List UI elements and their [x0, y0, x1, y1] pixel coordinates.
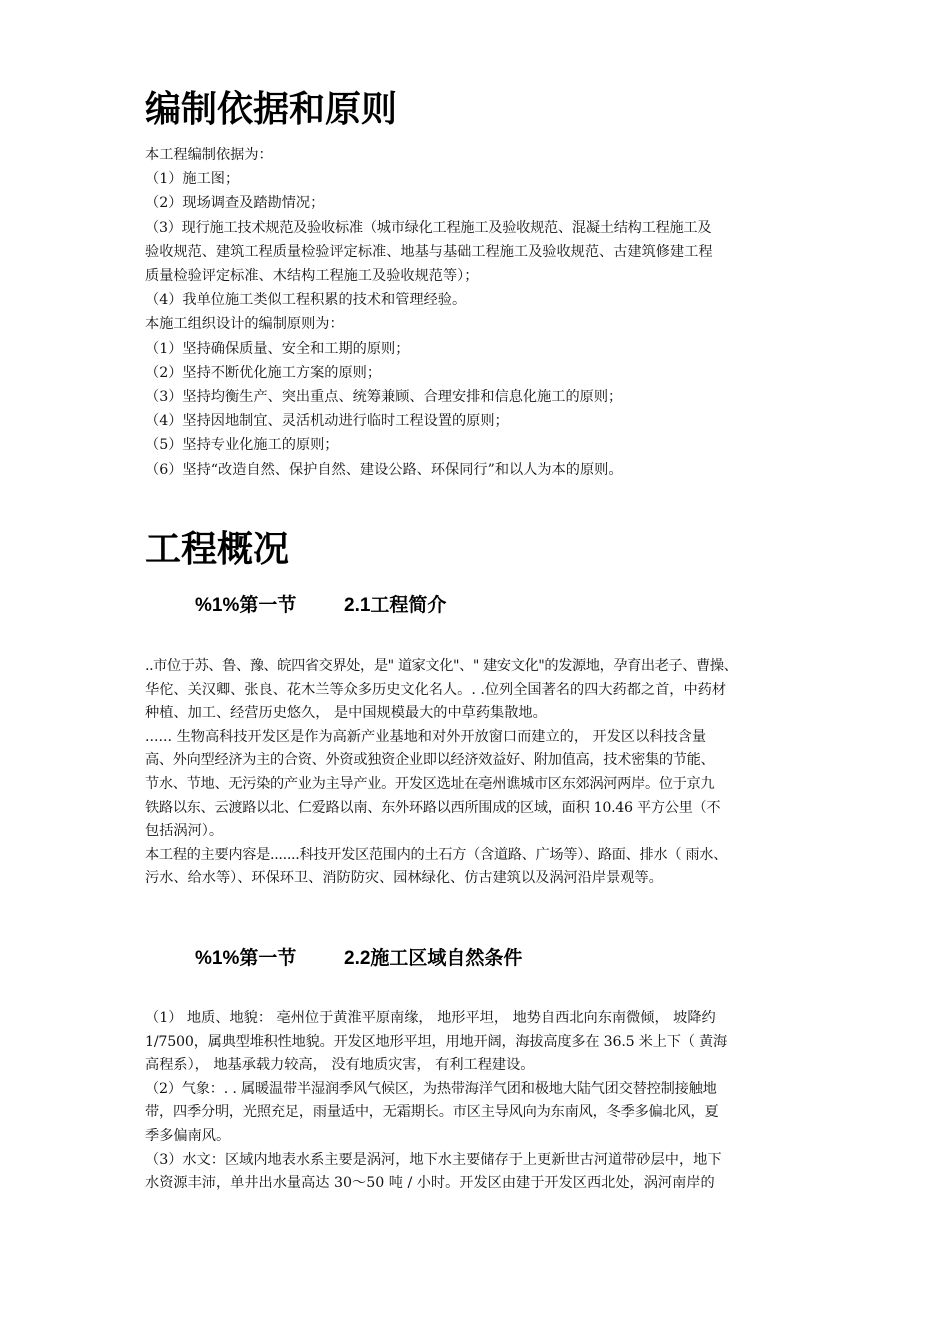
heading-project-overview: 工程概况: [145, 529, 290, 570]
section-compilation-basis-body: [145, 143, 811, 482]
section-title: 2.2施工区域自然条件: [344, 948, 523, 969]
list-item: （3）水文：区域内地表水系主要是涡河，地下水主要储存于上更新世古河道带砂层中，地下: [145, 1151, 722, 1168]
section-project-intro-body: [145, 655, 811, 891]
list-item: （1）坚持确保质量、安全和工期的原则；: [145, 340, 410, 357]
section-number: %1%第一节: [195, 595, 297, 616]
section-title: 2.1工程简介: [344, 595, 447, 616]
list-item: （1） 地质、地貌： 亳州位于黄淮平原南缘， 地形平坦， 地势自西北向东南微倾， 坡降约: [145, 1010, 716, 1026]
paragraph-line: 节水、节地、无污染的产业为主导产业。开发区选址在亳州谯城市区东郊涡河两岸。位于京九: [145, 775, 715, 792]
paragraph-line: 质量检验评定标准、木结构工程施工及验收规范等）；: [145, 268, 479, 285]
paragraph-line: ...... 生物高科技开发区是作为高新产业基地和对外开放窗口而建立的， 开发区以科技含量: [145, 728, 707, 745]
paragraph-line: 1/7500，属典型堆积性地貌。开发区地形平坦，用地开阔，海拔高度多在 36.5 米上下（ 黄海: [145, 1033, 727, 1050]
list-item: （2）气象：. . 属暖温带半湿润季风气候区，为热带海洋气团和极地大陆气团交替控制接触地: [145, 1080, 717, 1097]
paragraph-line: ..市位于苏、鲁、豫、皖四省交界处，是" 道家文化"、" 建安文化"的发源地，孕育出老子、曹操、: [145, 658, 738, 674]
paragraph-line: 季多偏南风。: [145, 1127, 231, 1144]
list-item: （5）坚持专业化施工的原则；: [145, 437, 339, 454]
subheading-project-intro: [195, 594, 446, 618]
list-item: （2）坚持不断优化施工方案的原则；: [145, 364, 382, 381]
list-item: （4）坚持因地制宜、灵活机动进行临时工程设置的原则；: [145, 413, 509, 430]
paragraph-line: 包括涡河）。: [145, 823, 224, 840]
section-number: %1%第一节: [195, 948, 297, 969]
list-item: （2）现场调查及踏勘情况；: [145, 195, 325, 212]
list-item: （3）坚持均衡生产、突出重点、统筹兼顾、合理安排和信息化施工的原则；: [145, 389, 623, 406]
heading-compilation-basis: 编制依据和原则: [145, 89, 398, 130]
paragraph-line: 高程系）， 地基承载力较高， 没有地质灾害， 有利工程建设。: [145, 1057, 535, 1074]
paragraph-line: 带，四季分明，光照充足，雨量适中，无霜期长。市区主导风向为东南风，冬季多偏北风，夏: [145, 1104, 719, 1121]
paragraph-line: 验收规范、建筑工程质量检验评定标准、地基与基础工程施工及验收规范、古建筑修建工程: [145, 243, 713, 260]
paragraph-line: 高、外向型经济为主的合资、外资或独资企业即以经济效益好、附加值高，技术密集的节能、: [145, 752, 715, 769]
paragraph-line: 污水、给水等）、环保环卫、消防防灾、园林绿化、仿古建筑以及涡河沿岸景观等。: [145, 870, 663, 887]
list-item: （3）现行施工技术规范及验收标准（城市绿化工程施工及验收规范、混凝土结构工程施工及: [145, 219, 712, 236]
list-item: （1）施工图；: [145, 171, 240, 188]
paragraph-line: 华佗、关汉卿、张良、花木兰等众多历史文化名人。. .位列全国著名的四大药都之首，中药材: [145, 681, 727, 698]
paragraph-line: 水资源丰沛，单井出水量高达 30～50 吨 / 小时。开发区由建于开发区西北处，涡河南岸的: [145, 1175, 715, 1192]
paragraph-line: 本工程编制依据为：: [145, 147, 273, 163]
paragraph-line: 本工程的主要内容是.......科技开发区范围内的土石方（含道路、广场等）、路面、排水（ 雨水、: [145, 846, 728, 863]
paragraph-line: 铁路以东、云渡路以北、仁爱路以南、东外环路以西所围成的区域，面积 10.46 平方公里（不: [145, 799, 721, 816]
paragraph-line: 本施工组织设计的编制原则为：: [145, 316, 344, 333]
subheading-natural-conditions: [195, 947, 522, 971]
paragraph-line: 种植、加工、经营历史悠久， 是中国规模最大的中草药集散地。: [145, 705, 547, 722]
list-item: （6）坚持“改造自然、保护自然、建设公路、环保同行”和以人为本的原则。: [145, 461, 623, 478]
section-natural-conditions-body: [145, 1007, 811, 1196]
list-item: （4）我单位施工类似工程积累的技术和管理经验。: [145, 292, 467, 309]
